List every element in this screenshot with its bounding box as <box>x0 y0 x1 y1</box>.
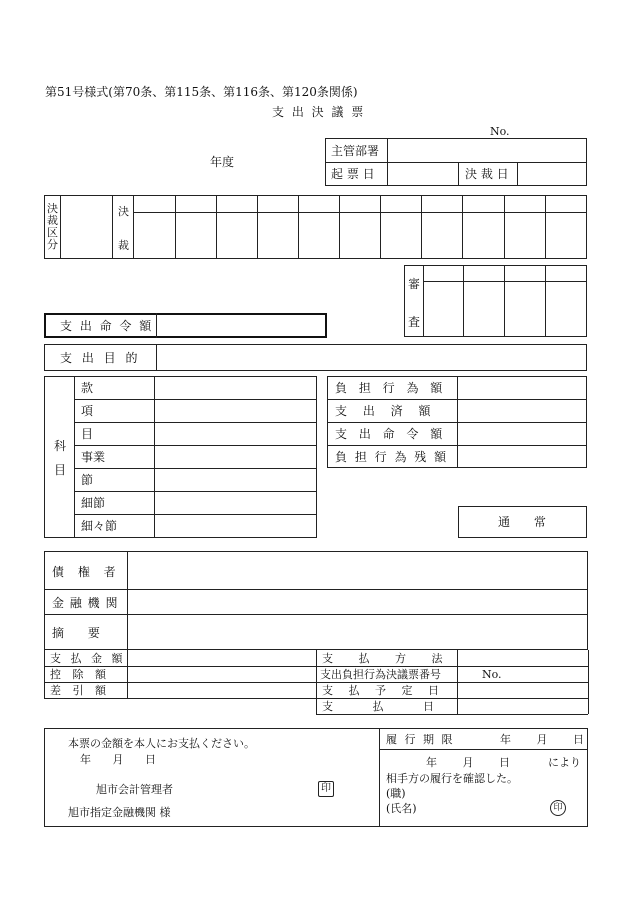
decision-date-field[interactable] <box>518 163 586 185</box>
subject-label-top: 科 <box>54 439 67 453</box>
payment-amount-label: 支 払 金 額 <box>50 652 126 665</box>
subject-item-kou: 項 <box>81 404 94 418</box>
net-amount-label: 差 引 額 <box>50 684 110 697</box>
draft-date-label: 起 票 日 <box>331 167 375 181</box>
payment-date-label: 支 払 日 <box>322 700 452 713</box>
dept-label: 主管部署 <box>331 144 380 158</box>
deadline-label: 履 行 期 限 <box>386 733 455 746</box>
decision-date-label: 決 裁 日 <box>465 167 509 181</box>
deadline-date: 年 月 日 <box>500 733 584 746</box>
purpose-label: 支 出 目 的 <box>60 351 141 365</box>
approval-label-bottom: 裁 <box>118 239 129 252</box>
review-label-top: 審 <box>408 277 421 291</box>
by-text: により <box>548 756 581 769</box>
scheduled-date-label: 支 払 予 定 日 <box>322 684 445 697</box>
number-label: No. <box>490 125 510 138</box>
subject-label-bottom: 目 <box>54 463 67 477</box>
confirm-date: 年 月 日 <box>426 756 510 769</box>
position-label: (職) <box>386 787 406 800</box>
order-amount-field[interactable] <box>158 315 325 336</box>
spent-amount-label: 支 出 済 額 <box>335 404 437 418</box>
dept-field[interactable] <box>388 139 586 161</box>
review-grid <box>404 265 587 337</box>
form-title: 支 出 決 議 票 <box>272 105 366 119</box>
draft-date-field[interactable] <box>388 163 457 185</box>
review-label-bottom: 査 <box>408 315 421 329</box>
accountant-label: 旭市会計管理者 <box>96 783 173 796</box>
approval-label-top: 決 <box>118 205 129 218</box>
type-label: 通 常 <box>498 515 556 529</box>
burden-amount-label: 負 担 行 為 額 <box>335 381 447 395</box>
confirm-text: 相手方の履行を確認した。 <box>386 772 518 785</box>
purpose-field[interactable] <box>157 345 586 370</box>
voucher-number-label: 支出負担行為決議票番号 <box>320 668 441 681</box>
deduction-label: 控 除 額 <box>50 668 110 681</box>
approval-category-label: 決裁区分 <box>47 202 58 251</box>
subject-item-moku: 目 <box>81 427 94 441</box>
order-amount-label-2: 支 出 命 令 額 <box>335 427 447 441</box>
burden-remaining-label: 負 担 行 為 残 額 <box>335 450 449 464</box>
creditor-label: 債 権 者 <box>52 565 121 579</box>
subject-item-saisaisetsu: 細々節 <box>81 519 118 533</box>
form-number: 第51号様式(第70条、第115条、第116条、第120条関係) <box>45 85 358 99</box>
subject-item-jigyo: 事業 <box>81 450 106 464</box>
subject-item-setsu: 節 <box>81 473 94 487</box>
payment-request-text: 本票の金額を本人にお支払ください。 <box>68 737 255 750</box>
order-amount-label: 支 出 命 令 額 <box>60 319 154 333</box>
request-date: 年 月 日 <box>80 753 156 766</box>
payment-method-label: 支 払 方 法 <box>322 652 454 665</box>
subject-item-kan: 款 <box>81 381 94 395</box>
voucher-number-field: No. <box>482 668 502 681</box>
summary-label: 摘 要 <box>52 626 110 640</box>
creditor-table <box>44 551 588 650</box>
name-label: (氏名) <box>386 802 417 815</box>
seal-icon-circle: 印 <box>550 800 566 816</box>
seal-icon: 印 <box>318 781 334 797</box>
bank-label: 金 融 機 関 <box>52 596 119 610</box>
subject-item-saisetsu: 細節 <box>81 496 106 510</box>
bank-addressee: 旭市指定金融機関 様 <box>68 806 171 819</box>
fiscal-year-label: 年度 <box>210 155 235 169</box>
